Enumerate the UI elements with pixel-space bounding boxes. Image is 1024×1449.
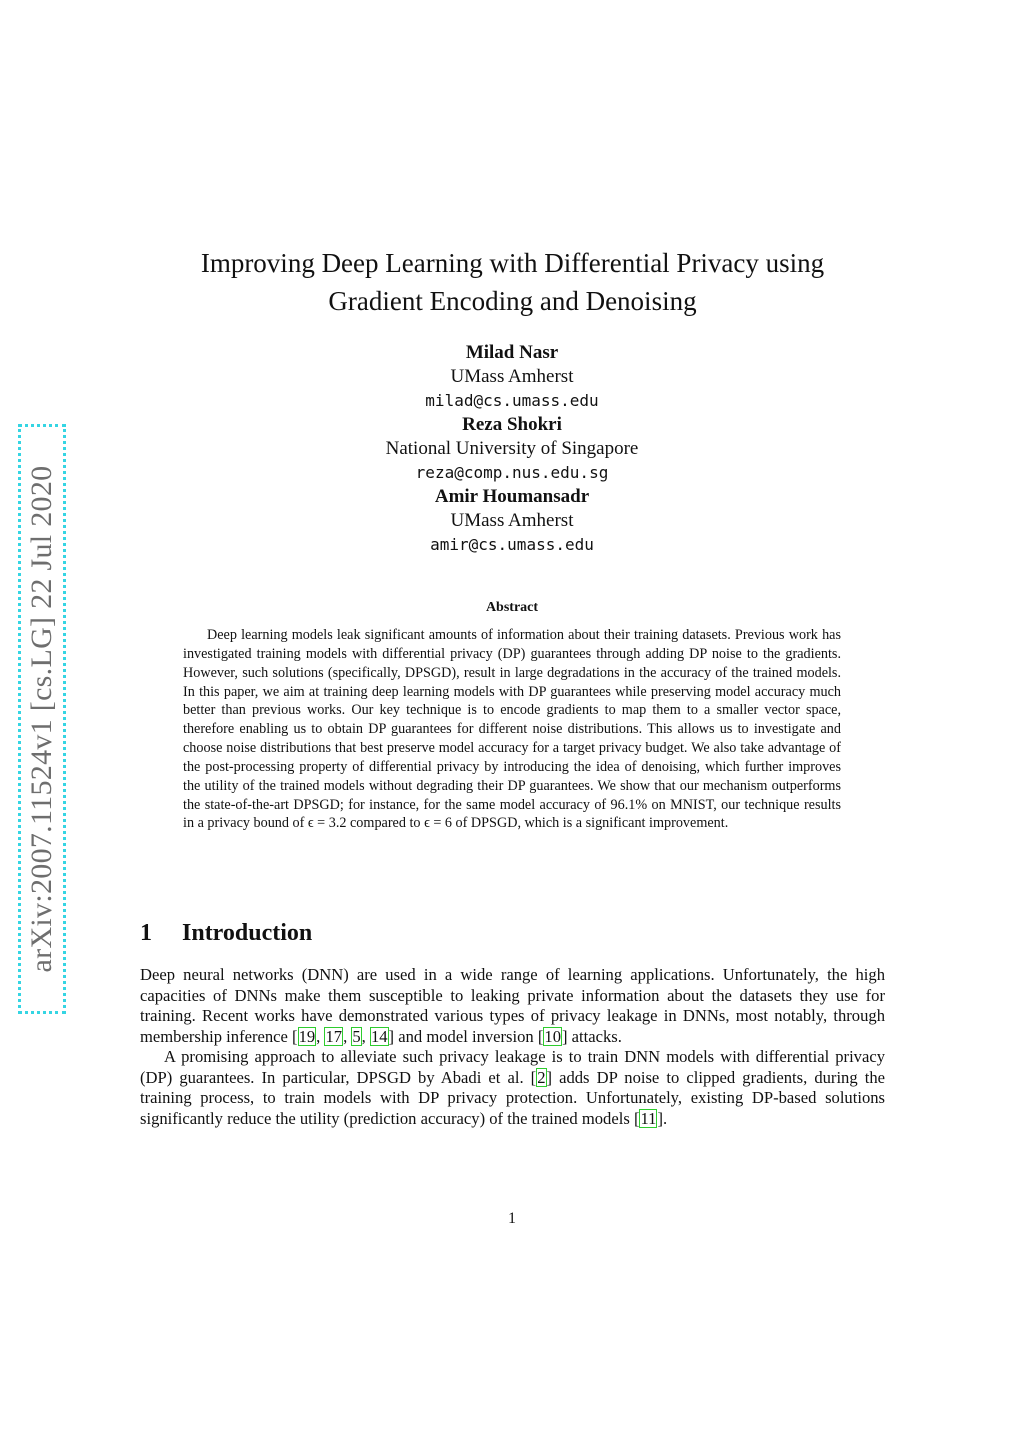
paragraph-text: ] adds DP noise to clipped gradients, during the training process, to train models with DP privacy protection. Unfortunately, existing DP-based solutions significantly reduce the utility (prediction accuracy) of the trained models [: [140, 1067, 885, 1128]
abstract-heading: Abstract: [485, 600, 539, 615]
paper-title: [140, 244, 885, 320]
author-name: Milad Nasr: [465, 342, 559, 363]
author-affiliation: National University of Singapore: [385, 438, 639, 459]
citation-link[interactable]: 17: [325, 1026, 343, 1046]
author-block: [0, 341, 1024, 557]
author-email[interactable]: reza@comp.nus.edu.sg: [415, 463, 609, 482]
intro-paragraph-1: [140, 965, 885, 1047]
citation-separator: ,: [361, 1026, 370, 1046]
citation-separator: ,: [316, 1026, 325, 1046]
citation-link[interactable]: 10: [544, 1026, 561, 1046]
author-email[interactable]: milad@cs.umass.edu: [425, 391, 599, 410]
citation-link[interactable]: 11: [640, 1108, 657, 1128]
citation-separator: ,: [343, 1026, 352, 1046]
abstract-text: Deep learning models leak significant amounts of information about their training datasets. Previous work has investigated training models with differential privacy (DP) guarantees through adding DP noise to the gradients. However, such solutions (specifically, DPSGD), result in large degradations in the accuracy of the trained models. In this paper, we aim at training deep learning models with DP guarantees while preserving model accuracy much better than previous works. Our key technique is to encode gradients to map them to a smaller vector space, therefore enabling us to obtain DP guarantees for different noise distributions. This allows us to investigate and choose noise distributions that best preserve model accuracy for a target privacy budget. We also take advantage of the post-processing property of differential privacy by introducing the idea of denoising, which further improves the utility of the trained models without degrading their DP guarantees. We show that our mechanism outperforms the state-of-the-art DPSGD; for instance, for the same model accuracy of 96.1% on MNIST, our technique results in a privacy bound of ϵ = 3.2 compared to ϵ = 6 of DPSGD, which is a significant improvement.: [183, 627, 841, 832]
paragraph-text: Deep neural networks (DNN) are used in a wide range of learning applications. Unfortunately, the high capacities of DNNs make them susceptible to leaking private information about the datasets they use for training. Recent works have demonstrated various types of privacy leakage in DNNs, most notably, through membership inference [: [140, 965, 885, 1046]
citation-link[interactable]: 19: [298, 1026, 316, 1046]
paragraph-text: ].: [657, 1108, 668, 1128]
author-affiliation: UMass Amherst: [450, 366, 574, 387]
section-title: Introduction: [182, 920, 313, 946]
author-email[interactable]: amir@cs.umass.edu: [430, 535, 594, 554]
author-name: Reza Shokri: [462, 414, 562, 435]
paragraph-text: ] and model inversion [: [388, 1026, 544, 1046]
title-line-1: Improving Deep Learning with Differential Privacy using: [200, 248, 825, 278]
page-number: 1: [508, 1210, 516, 1227]
citation-link[interactable]: 14: [370, 1026, 388, 1046]
section-heading: [140, 920, 312, 947]
title-line-2: Gradient Encoding and Denoising: [328, 286, 697, 316]
author-affiliation: UMass Amherst: [450, 510, 574, 531]
intro-paragraph-2: [140, 1047, 885, 1129]
author-name: Amir Houmansadr: [434, 486, 590, 507]
arxiv-stamp-text[interactable]: arXiv:2007.11524v1 [cs.LG] 22 Jul 2020: [25, 465, 58, 973]
paragraph-text: A promising approach to alleviate such privacy leakage is to train DNN models with differential privacy (DP) guarantees. In particular, DPSGD by Abadi et al. [: [140, 1047, 885, 1087]
citation-link[interactable]: 2: [537, 1067, 546, 1087]
section-number: 1: [140, 920, 152, 946]
citation-link[interactable]: 5: [352, 1026, 361, 1046]
paragraph-text: ] attacks.: [561, 1026, 622, 1046]
